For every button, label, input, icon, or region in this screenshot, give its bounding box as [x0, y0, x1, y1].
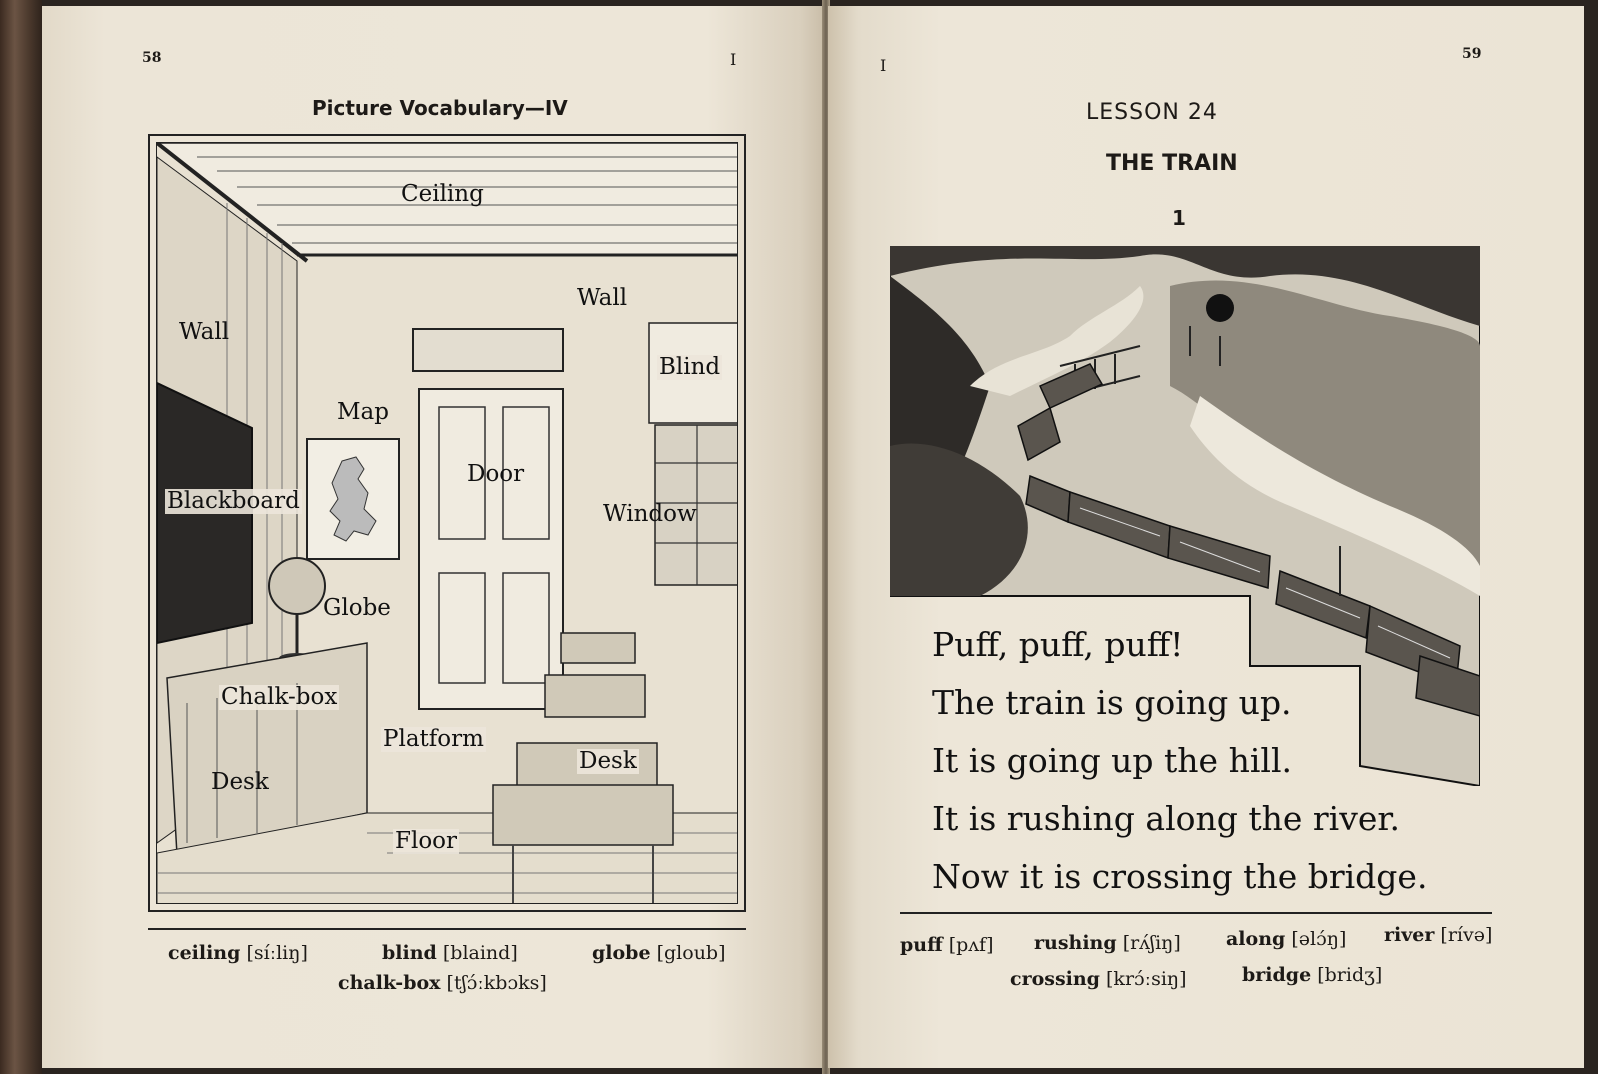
label-desk-right: Desk	[579, 748, 637, 774]
book-spine-edge	[0, 0, 42, 1074]
label-globe: Globe	[323, 595, 391, 621]
label-door: Door	[467, 461, 525, 487]
label-platform: Platform	[383, 726, 484, 752]
label-blackboard: Blackboard	[167, 488, 300, 514]
section-mark: I	[730, 50, 737, 69]
label-blind: Blind	[659, 354, 721, 380]
vocab-entry: rushing [rʌ́ʃiŋ]	[1034, 932, 1181, 954]
page-title: Picture Vocabulary—IV	[312, 96, 568, 120]
lesson-heading: LESSON 24	[1086, 100, 1218, 125]
vocabulary-rule	[900, 912, 1492, 914]
page-number: 59	[1462, 46, 1482, 62]
lesson-title: THE TRAIN	[1106, 151, 1238, 176]
left-page	[42, 6, 824, 1068]
label-wall-back: Wall	[577, 285, 628, 311]
vocab-entry: blind [blaind]	[382, 942, 518, 964]
story-line: It is going up the hill.	[932, 741, 1292, 780]
story-line: It is rushing along the river.	[932, 799, 1401, 838]
label-map: Map	[337, 399, 389, 425]
story-line: The train is going up.	[932, 683, 1292, 722]
vocabulary-rule	[148, 928, 746, 930]
label-chalk-box: Chalk-box	[221, 684, 338, 710]
label-desk-left: Desk	[211, 769, 269, 795]
vocab-entry: puff [pʌf]	[900, 934, 994, 956]
right-page	[828, 6, 1584, 1068]
classroom-illustration	[156, 142, 738, 904]
label-ceiling: Ceiling	[401, 181, 484, 207]
label-floor: Floor	[395, 828, 458, 854]
label-wall-left: Wall	[179, 319, 230, 345]
part-number: 1	[1172, 206, 1186, 230]
story-line: Now it is crossing the bridge.	[932, 857, 1428, 896]
story-text	[932, 616, 1427, 906]
story-line: Puff, puff, puff!	[932, 625, 1184, 664]
vocab-entry: river [rívə]	[1384, 924, 1493, 946]
label-window: Window	[603, 501, 697, 527]
classroom-picture-frame	[148, 134, 746, 912]
vocab-entry: ceiling [síːliŋ]	[168, 942, 308, 964]
vocab-entry: chalk-box [tʃɔ́ːkbɔks]	[338, 972, 547, 994]
vocab-entry: along [əlɔ́ŋ]	[1226, 928, 1347, 950]
vocab-entry: globe [gloub]	[592, 942, 726, 964]
vocab-entry: bridge [bridʒ]	[1242, 964, 1383, 986]
page-number: 58	[142, 50, 162, 66]
section-mark: I	[880, 56, 887, 75]
vocab-entry: crossing [krɔ́ːsiŋ]	[1010, 968, 1187, 990]
